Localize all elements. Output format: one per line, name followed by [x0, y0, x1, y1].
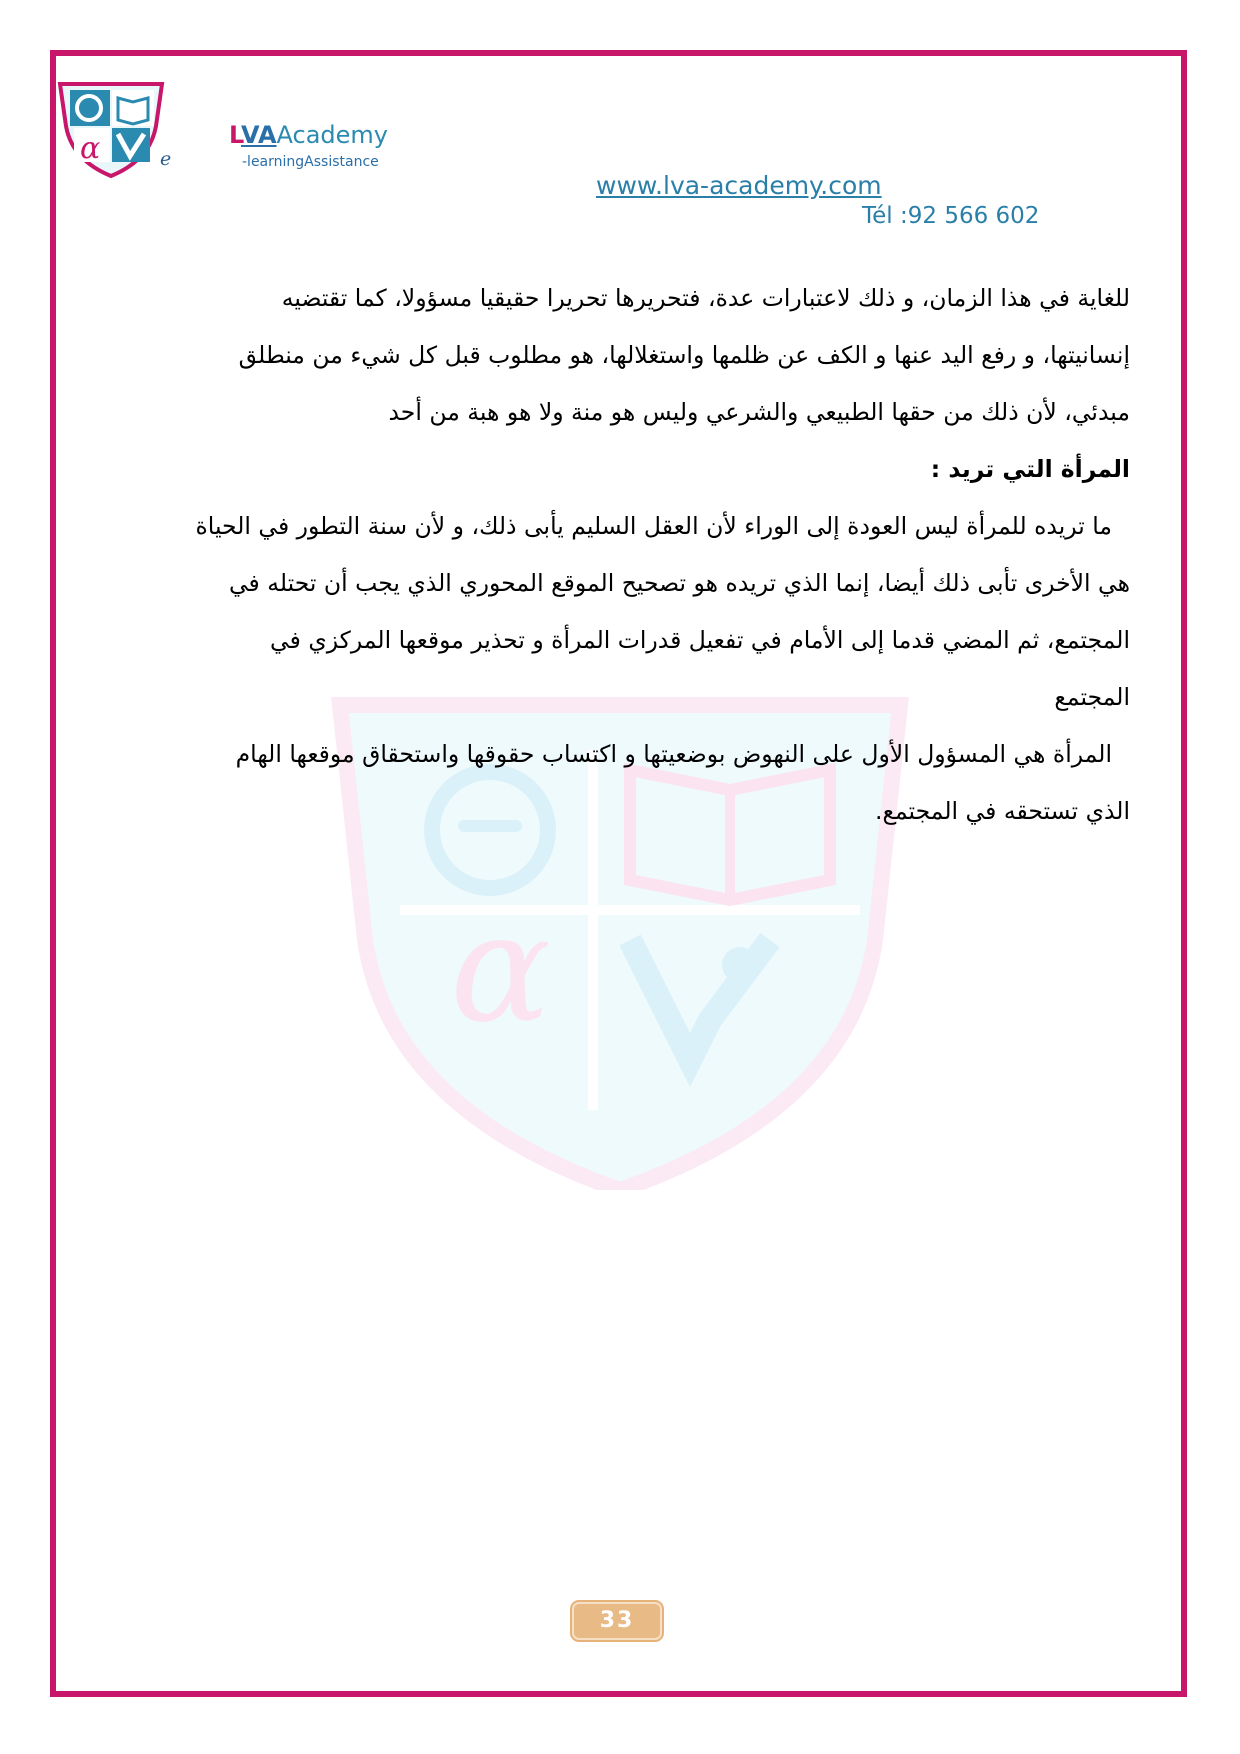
brand-academy: Academy: [276, 121, 389, 149]
body-line: الذي تستحقه في المجتمع.: [874, 797, 1130, 825]
brand-tagline: -learningAssistance: [242, 154, 379, 170]
body-line: المجتمع: [1054, 683, 1130, 711]
website-link[interactable]: www.lva-academy.com: [596, 171, 882, 200]
section-heading: المرأة التي تريد :: [930, 455, 1130, 483]
body-line: مبدئي، لأن ذلك من حقها الطبيعي والشرعي وليس هو منة ولا هو هبة من أحد: [388, 398, 1130, 426]
body-line: المجتمع، ثم المضي قدما إلى الأمام في تفعيل قدرات المرأة و تحذير موقعها المركزي في: [270, 626, 1130, 654]
body-line: للغاية في هذا الزمان، و ذلك لاعتبارات عدة، فتحريرها تحريرا حقيقيا مسؤولا، كما تقتضيه: [281, 284, 1130, 312]
svg-text:α: α: [450, 882, 552, 1056]
phone-number: Tél :92 566 602: [862, 203, 1040, 229]
svg-text:α: α: [80, 131, 101, 166]
brand-l: L: [229, 121, 241, 149]
body-line: إنسانيتها، و رفع اليد عنها و الكف عن ظلمها واستغلالها، هو مطلوب قبل كل شيء من منطلق: [238, 341, 1130, 369]
brand-va: VA: [241, 121, 277, 149]
logo-e-letter: e: [160, 148, 172, 170]
body-line: هي الأخرى تأبى ذلك أيضا، إنما الذي تريده هو تصحيح الموقع المحوري الذي يجب أن تحتله في: [228, 569, 1130, 597]
body-line: ما تريده للمرأة ليس العودة إلى الوراء لأن العقل السليم يأبى ذلك، و لأن سنة التطور في الحياة: [195, 512, 1112, 540]
brand-name: [229, 121, 388, 149]
page-number-badge: 33: [572, 1602, 662, 1640]
document-body: [108, 270, 1130, 840]
academy-logo: [56, 78, 166, 178]
brand-block: [229, 121, 389, 170]
body-line: المرأة هي المسؤول الأول على النهوض بوضعيتها و اكتساب حقوقها واستحقاق موقعها الهام: [235, 740, 1112, 768]
